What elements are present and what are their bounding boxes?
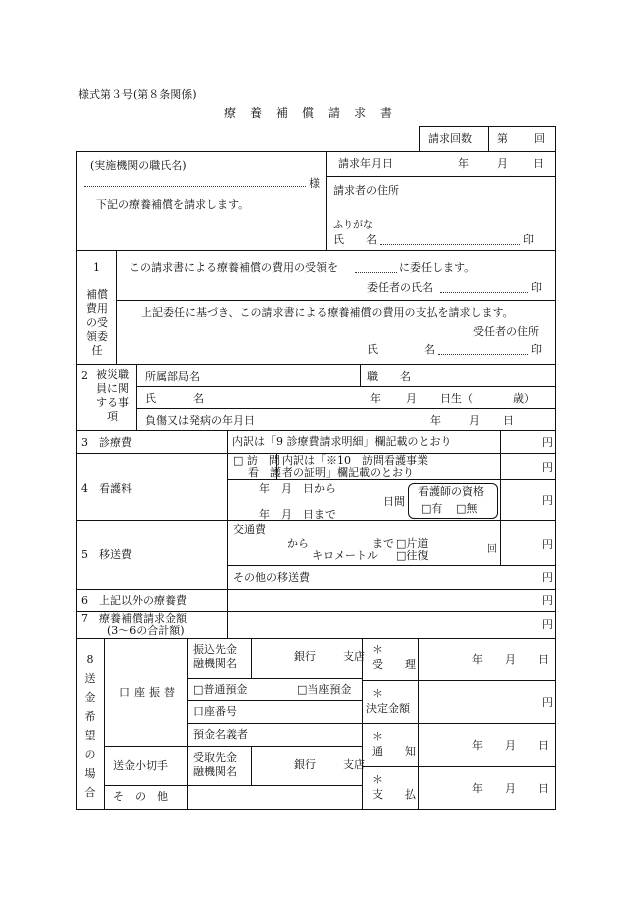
section8-label-line: 金	[84, 691, 96, 704]
section6-yen: 円	[542, 594, 553, 607]
agency-sama: 様	[309, 177, 320, 190]
section1-label	[86, 288, 108, 358]
transport-kai: 回	[487, 544, 497, 555]
bank-b: 融機関名	[193, 657, 237, 670]
recv-b: 融機関名	[193, 765, 237, 778]
amount-yen: 円	[542, 696, 553, 709]
claimant-address-label: 請求者の住所	[333, 184, 399, 197]
receipt-star: ＊	[372, 643, 383, 656]
birth-year: 年	[370, 392, 381, 405]
section8-label-line: 場	[84, 767, 96, 780]
birth-age: 歳）	[513, 392, 535, 405]
section1-line1b: に委任します。	[399, 261, 476, 274]
injury-month: 月	[469, 414, 480, 427]
bank-shiten: 支店	[343, 650, 365, 663]
section1-num: 1	[93, 261, 100, 274]
notice-label: 通 知	[372, 745, 416, 758]
delegate-name-field[interactable]	[438, 354, 528, 355]
section5-label: 5 移送費	[81, 548, 132, 561]
nursing-days: 日間	[383, 495, 405, 508]
section1-label-line: 領委	[86, 330, 108, 343]
section7-yen: 円	[542, 618, 553, 631]
page-title: 療養補償請求書	[223, 106, 406, 120]
claimant-furigana: ふりがな	[333, 220, 373, 231]
notice-date: 年 月 日	[472, 739, 549, 752]
injury-year: 年	[430, 414, 441, 427]
delegator-name-field[interactable]	[440, 292, 528, 293]
section8-label	[82, 650, 98, 802]
section4-yen1: 円	[542, 461, 553, 474]
transport-made: まで	[372, 537, 394, 550]
claim-date-month: 月	[497, 157, 508, 170]
victim-name-a: 氏	[145, 392, 156, 405]
dept-label: 所属部局名	[145, 370, 200, 383]
claimant-seal: 印	[523, 233, 534, 246]
claim-count-input[interactable]	[520, 131, 532, 147]
pay-label: 支 払	[372, 788, 416, 801]
section2-label-line: 項	[107, 410, 118, 423]
amount-label: 決定金額	[366, 702, 410, 715]
qualification-label: 看護師の資格	[418, 485, 484, 498]
section8-label-line: の	[84, 748, 96, 761]
section6-label: 6 上記以外の療養費	[81, 594, 187, 607]
section1-seal2: 印	[531, 343, 542, 356]
oneway-check[interactable]: □片道	[396, 537, 429, 550]
section3-detail: 内訳は「9 診療費請求明細」欄記載のとおり	[232, 435, 452, 448]
visit-nursing-check[interactable]: □ 訪 問	[233, 454, 280, 467]
claim-date-day: 日	[533, 157, 544, 170]
section8-label-line: 合	[84, 786, 96, 799]
pay-date: 年 月 日	[472, 782, 549, 795]
section2-num: 2	[81, 369, 88, 382]
account-transfer-label: 口座振替	[119, 686, 179, 699]
section5-yen1: 円	[542, 538, 553, 551]
section8-label-line: 8	[86, 653, 94, 666]
section3-label: 3 診療費	[81, 436, 132, 449]
qualification-no[interactable]: □無	[456, 502, 478, 515]
other-label: そ の 他	[113, 790, 168, 803]
receipt-date: 年 月 日	[472, 653, 549, 666]
pay-star: ＊	[372, 773, 383, 786]
visit-nursing-b: 看 護	[248, 466, 281, 479]
notice-star: ＊	[372, 730, 383, 743]
section1-line1a: この請求書による療養補償の費用の受領を	[129, 261, 338, 274]
recv-a: 受取先金	[193, 751, 237, 764]
agency-label: (実施機関の職氏名)	[90, 159, 187, 172]
delegator-label: 委任者の氏名	[367, 281, 433, 294]
claim-date-year: 年	[458, 157, 469, 170]
bank-a: 振込先金	[193, 643, 237, 656]
claimant-name-field[interactable]	[380, 244, 520, 245]
recv-shiten: 支店	[343, 758, 365, 771]
transport-kara: から	[287, 537, 309, 550]
section1-label-line: 任	[91, 344, 103, 357]
delegate-address-label: 受任者の住所	[473, 325, 539, 338]
section1-name-b: 名	[424, 343, 435, 356]
transport-km: キロメートル	[312, 549, 378, 562]
roundtrip-check[interactable]: □往復	[396, 549, 429, 562]
section8-label-line: 送	[84, 672, 96, 685]
section1-label-line: 補償	[86, 288, 108, 301]
victim-name-b: 名	[193, 392, 204, 405]
toza-check[interactable]: □当座預金	[297, 683, 352, 696]
section4-detail-a: 内訳は「※10 訪問看護事業	[282, 454, 428, 467]
recv-ginko: 銀行	[294, 758, 316, 771]
birth-day: 日生（	[440, 392, 473, 405]
account-number-label: 口座番号	[193, 705, 237, 718]
account-holder-label: 預金名義者	[193, 728, 248, 741]
injury-day: 日	[503, 414, 514, 427]
section5-yen2: 円	[542, 571, 553, 584]
section7-label-b: (3～6の合計額)	[107, 624, 185, 637]
section1-seal1: 印	[531, 281, 542, 294]
receipt-label: 受 理	[372, 658, 416, 671]
amount-star: ＊	[372, 687, 383, 700]
claimant-name-a: 氏	[333, 233, 344, 246]
agency-name-field[interactable]	[84, 186, 306, 187]
transport-label: 交通費	[233, 523, 266, 536]
section2-label-line: する事	[96, 396, 129, 409]
futsu-check[interactable]: □普通預金	[193, 683, 248, 696]
nursing-to: 年 月 日まで	[259, 508, 336, 521]
section4-label: 4 看護料	[81, 482, 132, 495]
section1-label-line: の受	[86, 316, 108, 329]
other-transport-label: その他の移送費	[233, 571, 310, 584]
section4-yen2: 円	[542, 494, 553, 507]
birth-month: 月	[406, 392, 417, 405]
section1-label-line: 費用	[86, 302, 108, 315]
bank-ginko: 銀行	[294, 650, 316, 663]
check-label: 送金小切手	[113, 759, 168, 772]
section8-label-line: 望	[84, 729, 96, 742]
section3-yen: 円	[542, 436, 553, 449]
injury-label: 負傷又は発病の年月日	[145, 414, 255, 427]
claim-count-label: 請求回数	[428, 132, 472, 145]
qualification-yes[interactable]: □有	[421, 502, 443, 515]
delegate-field[interactable]	[355, 272, 397, 273]
section2-label-line: 被災職	[96, 368, 129, 381]
request-text: 下記の療養補償を請求します。	[96, 198, 250, 211]
section2-label	[96, 368, 129, 424]
claim-date-label: 請求年月日	[338, 157, 393, 170]
claim-count-dai: 第	[497, 132, 508, 145]
section2-label-line: 員に関	[96, 382, 129, 395]
claim-count-kai: 回	[534, 132, 545, 145]
section1-line2: 上記委任に基づき、この請求書による療養補償の費用の支払を請求します。	[141, 306, 514, 319]
section4-detail-b: 者の証明」欄記載のとおり	[282, 466, 414, 479]
section8-label-line: 希	[84, 710, 96, 723]
section7-label-a: 7 療養補償請求金額	[81, 612, 187, 625]
section1-name-a: 氏	[367, 343, 378, 356]
nursing-from: 年 月 日から	[259, 482, 336, 495]
claimant-name-b: 名	[366, 233, 377, 246]
post-label: 職 名	[367, 370, 411, 383]
form-number: 様式第３号(第８条関係)	[78, 88, 197, 101]
